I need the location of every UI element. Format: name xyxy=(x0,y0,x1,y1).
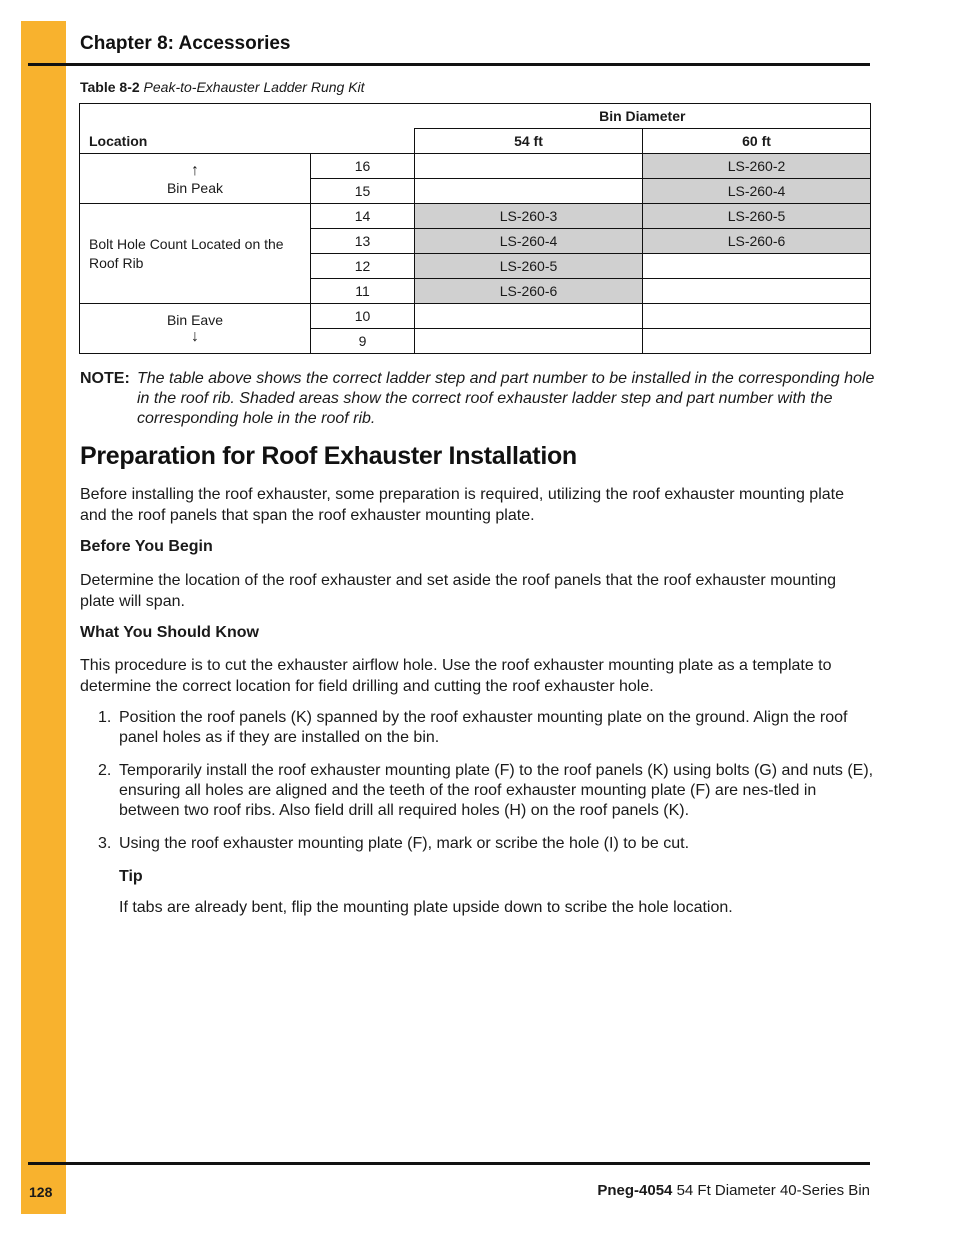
section-title: Preparation for Roof Exhauster Installation xyxy=(80,442,577,470)
tip-heading: Tip xyxy=(119,868,143,885)
part-60-cell xyxy=(643,329,871,354)
step-text: Using the roof exhauster mounting plate (F), mark or scribe the hole (I) to be cut. xyxy=(119,835,690,852)
footer-doc-id: Pneg-4054 xyxy=(597,1182,673,1199)
part-60-cell: LS-260-6 xyxy=(643,229,871,254)
note-text: The table above shows the correct ladder step and part number to be installed in the corresponding hole in the roof rib. Shaded areas show the correct roof exhauster ladder step and part number with the corresponding hole in the roof rib. xyxy=(137,370,875,427)
bin-diameter-header: Bin Diameter xyxy=(415,104,871,129)
part-54-cell: LS-260-3 xyxy=(415,204,643,229)
group-label: Bin Eave xyxy=(166,311,224,328)
part-54-cell xyxy=(415,329,643,354)
footer-doc xyxy=(597,1182,870,1199)
hole-cell: 9 xyxy=(311,329,415,354)
before-you-begin-heading: Before You Begin xyxy=(80,538,213,555)
part-60-cell: LS-260-2 xyxy=(643,154,871,179)
part-60-cell: LS-260-4 xyxy=(643,179,871,204)
down-arrow-icon: ↓ xyxy=(191,327,199,345)
before-you-begin-text: Determine the location of the roof exhauster and set aside the roof panels that the roof exhauster mounting plate will span. xyxy=(80,572,837,610)
table-row xyxy=(80,204,871,229)
part-54-cell: LS-260-4 xyxy=(415,229,643,254)
footer-doc-title: 54 Ft Diameter 40-Series Bin xyxy=(676,1182,870,1199)
up-arrow-icon: ↑ xyxy=(191,161,199,179)
part-60-cell: LS-260-5 xyxy=(643,204,871,229)
hole-cell: 12 xyxy=(311,254,415,279)
hole-cell: 11 xyxy=(311,279,415,304)
part-54-cell xyxy=(415,304,643,329)
table-caption-label: Table 8-2 xyxy=(80,79,140,95)
list-item xyxy=(98,761,875,821)
list-item xyxy=(98,708,875,748)
ladder-rung-table xyxy=(79,103,871,354)
chapter-title: Chapter 8: Accessories xyxy=(80,33,291,54)
col-54ft-header: 54 ft xyxy=(415,129,643,154)
part-60-cell xyxy=(643,279,871,304)
group-bolt-hole: Bolt Hole Count Located on the Roof Rib xyxy=(80,204,311,304)
what-you-should-know-text: This procedure is to cut the exhauster airflow hole. Use the roof exhauster mounting plate as a template to determine the correct location for field drilling and cutting the roof exhauster hole. xyxy=(80,657,832,695)
step-number: 1. xyxy=(98,709,112,726)
table-note xyxy=(80,369,875,429)
header-rule xyxy=(28,63,870,66)
header-spacer xyxy=(80,104,415,129)
table-caption xyxy=(80,79,365,95)
note-label: NOTE: xyxy=(80,370,130,387)
group-bin-peak xyxy=(80,154,311,204)
what-you-should-know-heading: What You Should Know xyxy=(80,624,259,641)
group-bin-eave xyxy=(80,304,311,354)
location-header: Location xyxy=(80,129,415,154)
step-number: 3. xyxy=(98,835,112,852)
step-number: 2. xyxy=(98,762,112,779)
chapter-sidebar xyxy=(21,21,66,1214)
step-text: Position the roof panels (K) spanned by the roof exhauster mounting plate on the ground. Align the roof panel holes as if they are installed on the bin. xyxy=(119,709,848,746)
part-54-cell: LS-260-6 xyxy=(415,279,643,304)
step-text: Temporarily install the roof exhauster mounting plate (F) to the roof panels (K) using bolts (G) and nuts (E), ensuring all holes are aligned and the teeth of the roof exhauster mounting plate (F) are nes-tled in between two roof ribs. Also field drill all required holes (H) on the roof panels (K). xyxy=(119,762,874,819)
part-54-cell xyxy=(415,179,643,204)
tip-text: If tabs are already bent, flip the mounting plate upside down to scribe the hole location. xyxy=(119,899,733,916)
table-row xyxy=(80,154,871,179)
table-row xyxy=(80,304,871,329)
intro-paragraph: Before installing the roof exhauster, some preparation is required, utilizing the roof exhauster mounting plate and the roof panels that span the roof exhauster mounting plate. xyxy=(80,486,844,524)
hole-cell: 16 xyxy=(311,154,415,179)
table-caption-title: Peak-to-Exhauster Ladder Rung Kit xyxy=(143,79,365,95)
page-number: 128 xyxy=(29,1184,53,1200)
col-60ft-header: 60 ft xyxy=(643,129,871,154)
list-item xyxy=(98,834,875,854)
part-60-cell xyxy=(643,304,871,329)
group-label: Bin Peak xyxy=(166,179,224,196)
hole-cell: 10 xyxy=(311,304,415,329)
hole-cell: 15 xyxy=(311,179,415,204)
footer-rule xyxy=(28,1162,870,1165)
hole-cell: 14 xyxy=(311,204,415,229)
part-54-cell: LS-260-5 xyxy=(415,254,643,279)
part-54-cell xyxy=(415,154,643,179)
part-60-cell xyxy=(643,254,871,279)
hole-cell: 13 xyxy=(311,229,415,254)
